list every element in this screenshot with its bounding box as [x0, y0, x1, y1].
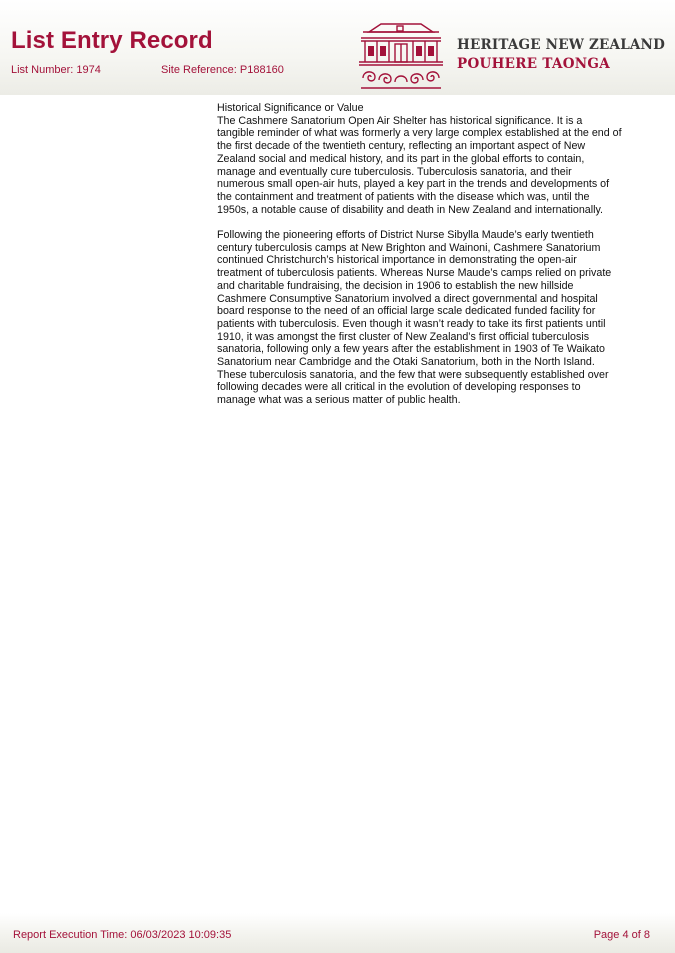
section-heading: Historical Significance or Value [217, 102, 364, 114]
page-title: List Entry Record [11, 27, 213, 54]
org-name: HERITAGE NEW ZEALAND [457, 37, 666, 53]
page-number: Page 4 of 8 [593, 929, 650, 941]
body-paragraph-2: Following the pioneering efforts of District Nurse Sibylla Maude’s early twentieth century tuberculosis camps at New Brighton and Wainoni, Cashmere Sanatorium continued Christchurch’s historical importance in demonstrating the open-air treatment of tuberculosis patients. Whereas Nurse Maude’s camps relied on private and charitable fundraising, the decision in 1906 to establish the new hillside Cashmere Consumptive Sanatorium involved a direct governmental and hospital board response to the need of an official large scale dedicated funded facility for patients with tuberculosis. Even though it wasn’t ready to take its first patients until 1910, it was amongst the first cluster of New Zealand’s first official tuberculosis sanatoria, following only a few years after the establishment in 1903 of Te Waikato Sanatorium near Cambridge and the Otaki Sanatorium, both in the North Island. These tuberculosis sanatoria, and the few that were subsequently established over following decades were all critical in the evolution of developing responses to manage what was a serious matter of public health. [217, 229, 612, 407]
heritage-house-logo-icon [357, 22, 445, 94]
document-body [217, 102, 622, 407]
body-paragraph-1: The Cashmere Sanatorium Open Air Shelter has historical significance. It is a tangible reminder of what was formerly a very large complex established at the end of the first decade of the twentieth century, reflecting an important aspect of New Zealand social and medical history, and its part in the global efforts to contain, manage and eventually cure tuberculosis. Tuberculosis sanatoria, and their numerous small open-air huts, played a key part in the trends and developments of the containment and treatment of patients with the disease which was, until the 1950s, a notable cause of disability and death in New Zealand and internationally. [217, 114, 622, 216]
site-reference: Site Reference: P188160 [161, 64, 284, 76]
list-number: List Number: 1974 [11, 64, 101, 76]
org-name-maori: POUHERE TAONGA [457, 56, 611, 72]
report-execution-time: Report Execution Time: 06/03/2023 10:09:35 [13, 929, 232, 941]
